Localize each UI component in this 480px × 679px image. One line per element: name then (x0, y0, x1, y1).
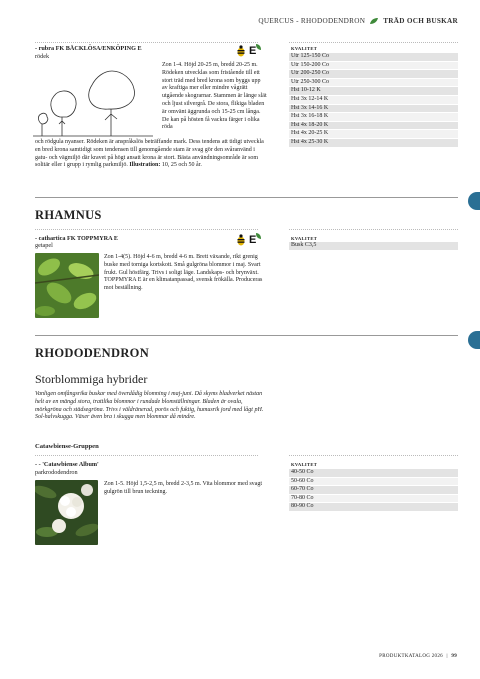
section-divider (35, 197, 458, 198)
section-divider (35, 335, 458, 336)
kvalitet-value: 60-70 Co (289, 486, 458, 495)
description-text: och rödgula nyanser. Rödeken är anspråkslös beträffande mark. Dess tendens att tidigt utveckla en bred krona samtidigt som tendensen till genomgående stam är svag gör den svåranvänd i gatu- och vägmiljö där kravet på högt ansatt krona är stort. Bästa användningsområde är som solitär eller i grupp i rymlig parkmiljö. (35, 139, 264, 169)
divider (35, 42, 258, 43)
plant-description: Zon 1-5. Höjd 1,5-2,5 m, bredd 2-3,5 m. Vita blommor med svagt gulgrön till brun teckning. (104, 481, 263, 495)
kvalitet-value: 80-90 Co (289, 503, 458, 512)
divider (35, 229, 258, 230)
kvalitet-value: Hst 4x 25-30 K (289, 138, 458, 147)
divider (289, 455, 458, 456)
divider (289, 229, 458, 230)
kvalitet-table (289, 53, 458, 148)
kvalitet-label: KVALITET (291, 462, 318, 467)
bee-icon (236, 234, 246, 246)
kvalitet-row (289, 469, 458, 477)
kvalitet-row (289, 70, 458, 79)
plant-photo (35, 253, 99, 318)
plant-description: Zon 1-4. Höjd 20-25 m, bredd 20-25 m. Rödeken utvecklas som fristående till ett stort träd med bred krona som byggs upp av kraftiga mer eller mindre vågrätt utgående skograrnar. Stammen är länge slät och ljust silvergrå. De stora, flikiga bladen är omvänt äggrunda och 15-25 cm långa. De kan på hösten få vackra färger i olika röda (162, 62, 267, 131)
kvalitet-value: 70-80 Co (289, 494, 458, 503)
kvalitet-row (289, 104, 458, 113)
kvalitet-row (289, 130, 458, 139)
e-plant-icon: E (249, 45, 256, 57)
e-plant-icon: E (249, 234, 256, 246)
kvalitet-row (289, 138, 458, 147)
footer-label: PRODUKTKATALOG 2026 (379, 654, 443, 659)
kvalitet-value: Hst 3x 12-14 K (289, 95, 458, 104)
divider (35, 455, 258, 456)
kvalitet-value: Utr 250-300 Co (289, 78, 458, 87)
kvalitet-row (289, 486, 458, 495)
plant-description-cont (35, 139, 267, 170)
kvalitet-value: Hst 4x 20-25 K (289, 130, 458, 139)
kvalitet-value: Hst 4x 18-20 K (289, 121, 458, 130)
kvalitet-table (289, 242, 458, 251)
plant-name: - rubra FK BÄCKLÖSA/ENKÖPING E (35, 45, 142, 52)
badge-group (236, 45, 256, 57)
kvalitet-value: Utr 150-200 Co (289, 61, 458, 70)
tree-illustration (33, 62, 157, 140)
plant-description: Zon 1-4(5). Höjd 4-6 m, bredd 4-6 m. Brett växande, rikt grenig buske med torniga kortskott. Små gulgröna blommor i maj. Svart frukt. Gul höstfärg. Trivs i soligt läge. Landskaps- och brynväxt. TOPPMYRA E är en klimatanpassad, svensk frökälla. Produceras mot beställning. (104, 254, 263, 292)
kvalitet-row (289, 121, 458, 130)
plant-common-name: rödek (35, 53, 50, 60)
kvalitet-row (289, 53, 458, 61)
kvalitet-value: Utr 125-150 Co (289, 53, 458, 61)
section-title: RHAMNUS (35, 208, 102, 222)
kvalitet-value: 50-60 Co (289, 477, 458, 486)
kvalitet-row (289, 242, 458, 250)
header-right: TRÄD OCH BUSKAR (383, 17, 458, 25)
plant-common-name: parkrododendron (35, 469, 78, 476)
header-left: QUERCUS - RHODODENDRON (258, 17, 366, 25)
kvalitet-value: Hst 3x 14-16 K (289, 104, 458, 113)
kvalitet-row (289, 87, 458, 96)
kvalitet-value: Hst 10-12 K (289, 87, 458, 96)
leaf-icon (370, 18, 378, 24)
plant-name: - cathartica FK TOPPMYRA E (35, 235, 118, 242)
kvalitet-value: Busk C3,5 (289, 242, 458, 250)
kvalitet-table (289, 469, 458, 512)
kvalitet-label: KVALITET (291, 46, 318, 51)
section-title: RHODODENDRON (35, 346, 150, 360)
footer-separator: | (446, 654, 448, 659)
kvalitet-row (289, 503, 458, 512)
kvalitet-value: Hst 3x 16-18 K (289, 113, 458, 122)
plant-name: - - 'Catawbiense Album' (35, 461, 99, 468)
divider (289, 42, 458, 43)
illustration-label: Illustration: (129, 162, 161, 169)
section-tab[interactable] (468, 192, 480, 210)
kvalitet-row (289, 494, 458, 503)
badge-group (236, 234, 256, 246)
kvalitet-value: 40-50 Co (289, 469, 458, 477)
page-footer (379, 654, 457, 659)
plant-common-name: getapel (35, 242, 53, 249)
kvalitet-row (289, 113, 458, 122)
kvalitet-row (289, 95, 458, 104)
kvalitet-row (289, 78, 458, 87)
subsection-title: Storblommiga hybrider (35, 372, 148, 386)
kvalitet-row (289, 477, 458, 486)
page-number: 99 (451, 654, 457, 659)
group-intro: Vanligen omfångsrika buskar med överdådig blomning i maj-juni. Då skyms bladverket nästan helt av en mängd stora, trattlika blommor i rundade blomställningar. Bladen är ovala, mörkgröna och städsegröna. Trivs i väldränerad, porös och fuktig, humusrik jord med lågt pH. Sol-halvskugga. Växer även bra i skugga men blommar då mindre. (35, 391, 264, 421)
kvalitet-label: KVALITET (291, 236, 318, 241)
plant-photo (35, 480, 98, 545)
kvalitet-value: Utr 200-250 Co (289, 70, 458, 79)
illustration-value: 10, 25 och 50 år. (161, 162, 202, 169)
group-title: Catawbiense-Gruppen (35, 443, 99, 450)
section-tab[interactable] (468, 331, 480, 349)
page-header (258, 17, 458, 25)
bee-icon (236, 45, 246, 57)
kvalitet-row (289, 61, 458, 70)
